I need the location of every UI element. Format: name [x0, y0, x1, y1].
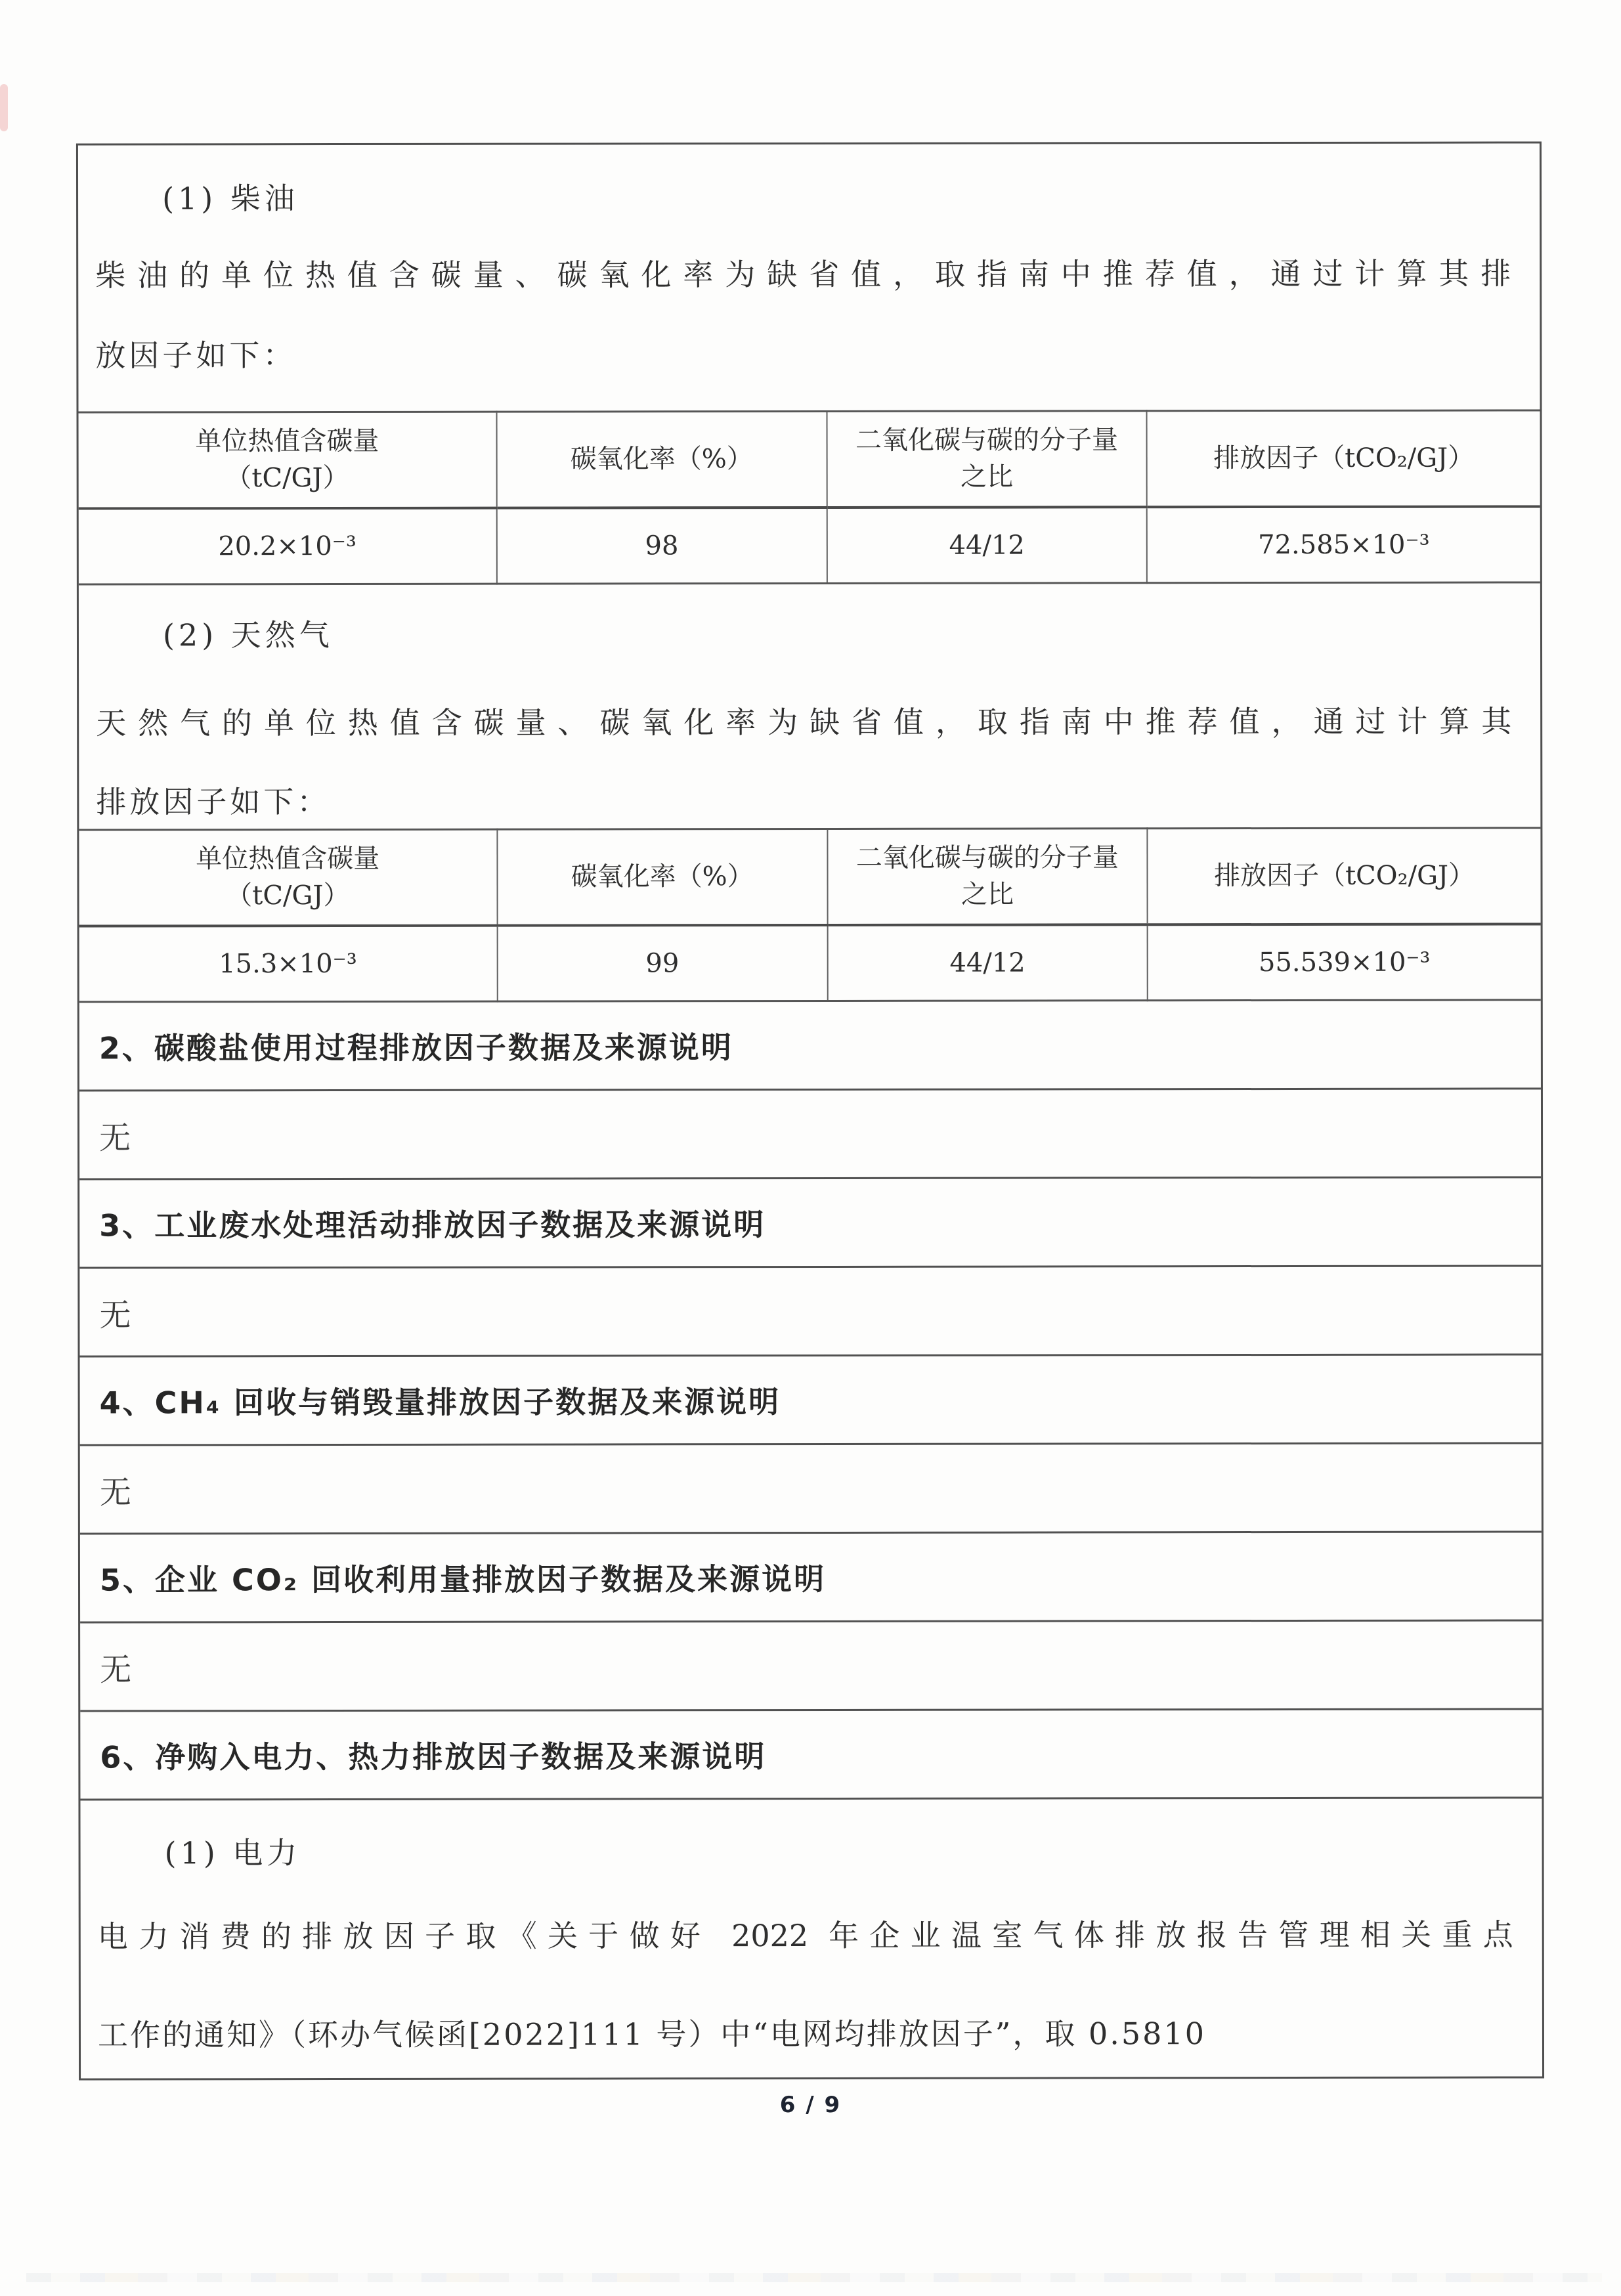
- gas-table-value-row: [79, 924, 1541, 1002]
- diesel-header-molecular-ratio: [827, 411, 1147, 508]
- diesel-molecular-ratio-value: 44/12: [827, 507, 1147, 584]
- gas-header-molecular-ratio: [827, 829, 1148, 925]
- page-number: 6 / 9: [779, 2092, 842, 2118]
- section-4-body: 无: [80, 1444, 1542, 1534]
- electric-paragraph-line1: 电力消费的排放因子取《关于做好 2022 年企业温室气体排放报告管理相关重点: [97, 1917, 1513, 1955]
- gas-table-header-row: [79, 828, 1540, 926]
- diesel-oxidation-rate-value: 98: [496, 507, 827, 584]
- gas-molecular-ratio-value: 44/12: [827, 924, 1148, 1001]
- header-text: 二氧化碳与碳的分子量: [855, 425, 1119, 456]
- diesel-table-value-row: [79, 506, 1540, 584]
- header-text: 排放因子（tCO₂/GJ）: [1214, 860, 1475, 892]
- electric-paragraph-line2: 工作的通知》（环办气候函[2022]111 号）中“电网均排放因子”，取 0.5810: [97, 2016, 1207, 2053]
- diesel-emission-factor-value: 72.585×10⁻³: [1147, 506, 1540, 583]
- header-text: 单位热值含碳量: [196, 844, 380, 875]
- numbered-sections: [79, 1001, 1542, 1800]
- section-2-body: 无: [79, 1089, 1541, 1180]
- gas-carbon-content-value: 15.3×10⁻³: [219, 948, 357, 980]
- header-text: 二氧化碳与碳的分子量: [855, 842, 1119, 874]
- gas-emission-factor-value: 55.539×10⁻³: [1148, 924, 1541, 1001]
- section-2-heading: 2、碳酸盐使用过程排放因子数据及来源说明: [79, 1001, 1541, 1091]
- section-6-heading: 6、净购入电力、热力排放因子数据及来源说明: [80, 1710, 1542, 1800]
- gas-header-oxidation-rate: [497, 829, 827, 925]
- gas-header-carbon-content: [79, 829, 497, 926]
- header-unit: （tC/GJ）: [226, 880, 350, 911]
- diesel-paragraph-line2: 放因子如下：: [95, 337, 297, 374]
- section-3-body: 无: [79, 1267, 1541, 1357]
- gas-oxidation-rate-value: 99: [497, 924, 827, 1001]
- header-unit: 之比: [961, 879, 1014, 910]
- section-3-heading: 3、工业废水处理活动排放因子数据及来源说明: [79, 1178, 1541, 1268]
- diesel-table-header-row: [79, 410, 1540, 508]
- gas-section-heading: (2) 天然气: [162, 617, 334, 653]
- gas-factor-table: [79, 827, 1540, 1003]
- section-4-heading: 4、CH₄ 回收与销毁量排放因子数据及来源说明: [80, 1355, 1542, 1446]
- diesel-header-carbon-content: [79, 412, 497, 508]
- electric-section-heading: (1) 电力: [164, 1835, 301, 1871]
- header-unit: （tC/GJ）: [225, 463, 349, 494]
- diesel-section-heading: (1) 柴油: [162, 181, 299, 217]
- diesel-carbon-content-value: 20.2×10⁻³: [218, 531, 357, 562]
- header-text: 单位热值含碳量: [195, 426, 379, 457]
- gas-paragraph-line2: 排放因子如下：: [96, 784, 331, 820]
- gas-paragraph-line1: 天然气的单位热值含碳量、碳氧化率为缺省值，取指南中推荐值，通过计算其: [96, 703, 1512, 741]
- header-text: 碳氧化率（%）: [570, 444, 753, 475]
- section-5-body: 无: [80, 1621, 1542, 1712]
- scan-artifact-smudge: [0, 84, 8, 131]
- diesel-header-emission-factor: [1147, 410, 1540, 507]
- diesel-header-oxidation-rate: [496, 411, 827, 508]
- header-text: 排放因子（tCO₂/GJ）: [1213, 443, 1475, 474]
- diesel-factor-table: [79, 409, 1540, 585]
- content-border-box: [76, 141, 1544, 2080]
- gas-header-emission-factor: [1148, 828, 1541, 924]
- diesel-paragraph-line1: 柴油的单位热值含碳量、碳氧化率为缺省值，取指南中推荐值，通过计算其排: [95, 255, 1511, 293]
- header-text: 碳氧化率（%）: [571, 861, 754, 892]
- scan-artifact-strip: [26, 2273, 1602, 2282]
- header-unit: 之比: [961, 462, 1014, 492]
- section-5-heading: 5、企业 CO₂ 回收利用量排放因子数据及来源说明: [80, 1532, 1542, 1623]
